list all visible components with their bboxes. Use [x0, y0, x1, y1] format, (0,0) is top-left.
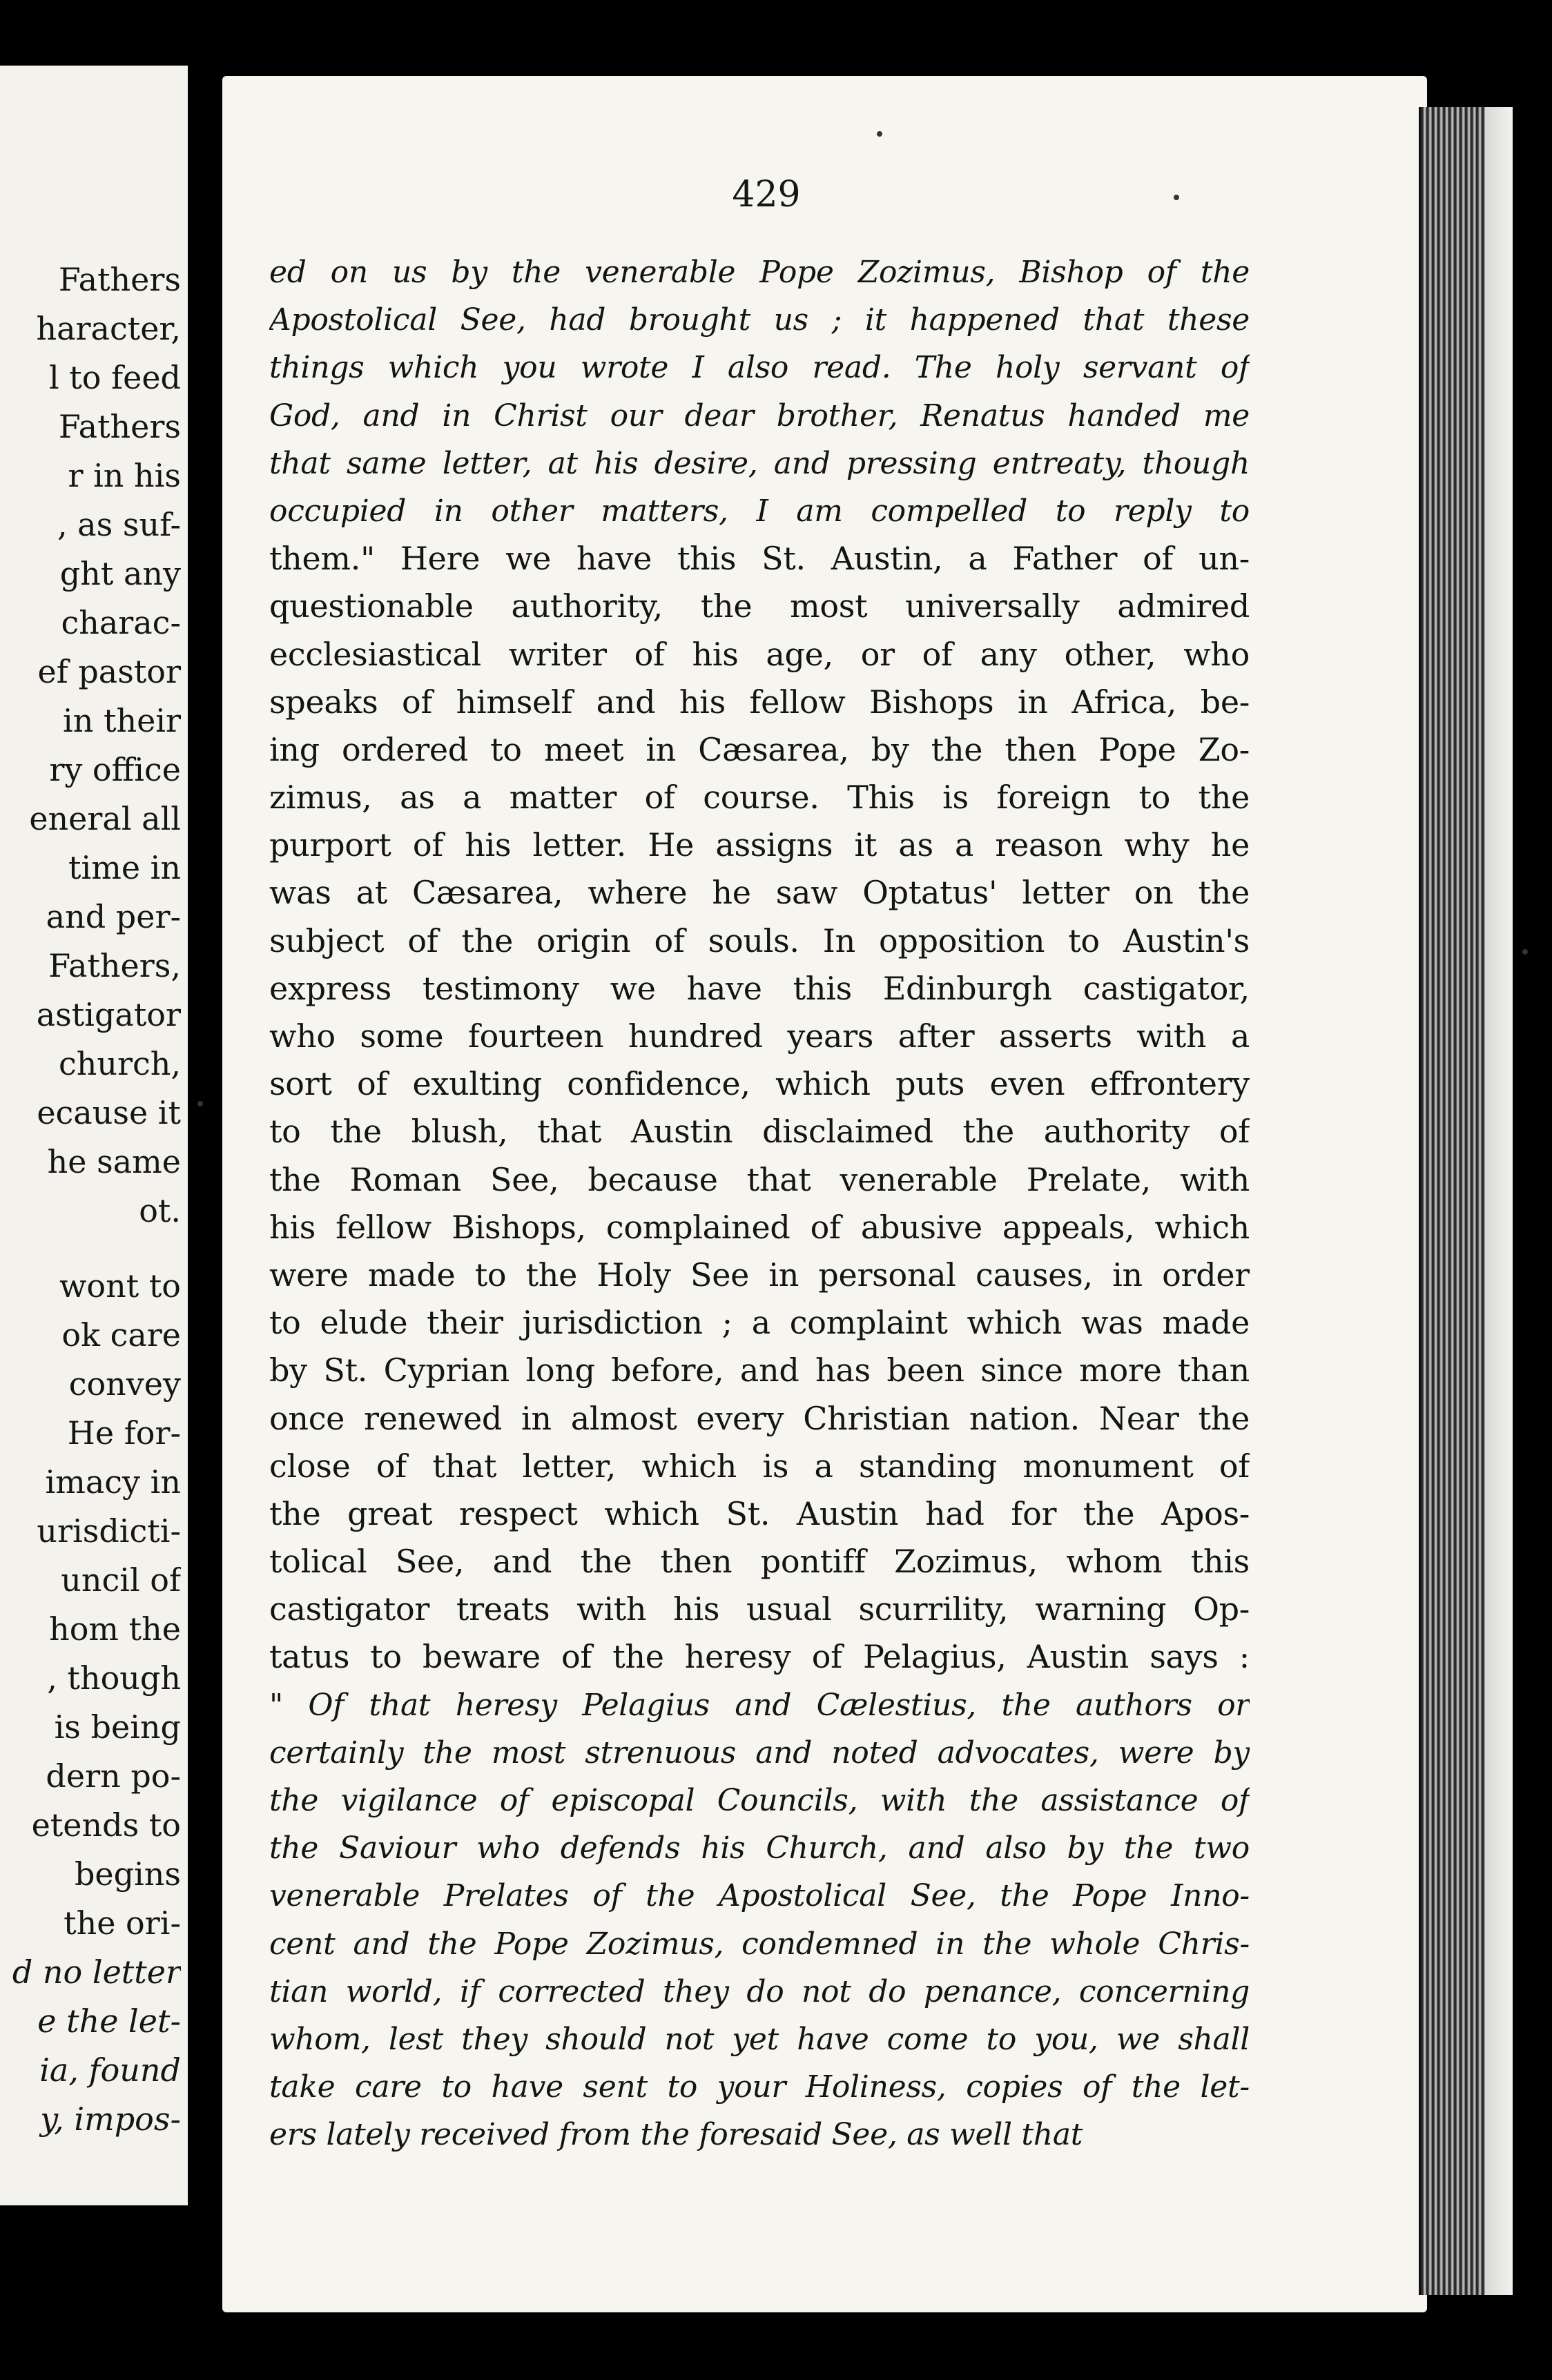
previous-page-line: is being	[54, 1708, 181, 1746]
text-line: cent and the Pope Zozimus, condemned in the whole Chris-	[269, 1926, 1250, 1962]
text-line: ing ordered to meet in Cæsarea, by the then Pope Zo-	[269, 730, 1250, 768]
previous-page-line: wont to	[59, 1267, 181, 1305]
previous-page-line: ot.	[139, 1192, 181, 1229]
text-line: ecclesiastical writer of his age, or of any other, who	[269, 635, 1250, 673]
text-line: were made to the Holy See in personal causes, in order	[269, 1256, 1250, 1294]
previous-page-line: r in his	[68, 457, 181, 494]
text-line: the Roman See, because that venerable Prelate, with	[269, 1160, 1250, 1198]
previous-page-line: , though	[47, 1659, 181, 1697]
text-line: to the blush, that Austin disclaimed the authority of	[269, 1113, 1250, 1151]
previous-page-line: ok care	[61, 1316, 181, 1354]
previous-page-line: begins	[74, 1855, 181, 1893]
text-line: whom, lest they should not yet have come to you, we shall	[269, 2021, 1250, 2057]
text-line: his fellow Bishops, complained of abusive appeals, which	[269, 1208, 1250, 1246]
text-line: ed on us by the venerable Pope Zozimus, Bishop of the	[269, 255, 1250, 290]
previous-page-line: Fathers,	[48, 947, 181, 984]
previous-page-line: y, impos-	[40, 2100, 181, 2138]
text-line: tian world, if corrected they do not do penance, concerning	[269, 1973, 1250, 2009]
text-line: God, and in Christ our dear brother, Renatus handed me	[269, 398, 1250, 433]
page-edges	[1419, 107, 1513, 2295]
text-line: them." Here we have this St. Austin, a Father of un-	[269, 540, 1250, 578]
ink-speck	[1522, 949, 1528, 955]
page-gutter	[188, 0, 222, 2380]
previous-page-line: He for-	[67, 1414, 181, 1452]
previous-page-line: imacy in	[45, 1463, 181, 1501]
text-line: the great respect which St. Austin had for the Apos-	[269, 1494, 1250, 1532]
previous-page-line: astigator	[36, 996, 181, 1033]
previous-page-line: etends to	[31, 1806, 181, 1844]
text-line: ers lately received from the foresaid See, as well that	[269, 2117, 1083, 2153]
previous-page-line: ia, found	[39, 2051, 181, 2089]
text-line: to elude their jurisdiction ; a complaint which was made	[269, 1304, 1250, 1342]
previous-page-line: ry office	[49, 751, 181, 788]
previous-page-line: hom the	[49, 1610, 181, 1648]
previous-page-fragment	[0, 66, 188, 2205]
text-line: by St. Cyprian long before, and has been since more than	[269, 1352, 1250, 1389]
previous-page-line: ecause it	[37, 1094, 181, 1131]
ink-speck	[197, 1101, 203, 1106]
previous-page-line: he same	[47, 1143, 181, 1180]
previous-page-line: church,	[58, 1045, 181, 1082]
previous-page-line: Fathers	[58, 261, 181, 298]
text-line: occupied in other matters, I am compelled to reply to	[269, 493, 1250, 529]
previous-page-text	[0, 255, 181, 2144]
previous-page-line: charac-	[61, 604, 181, 641]
text-line: " Of that heresy Pelagius and Cælestius, the authors or	[269, 1687, 1250, 1723]
text-line: certainly the most strenuous and noted advocates, were by	[269, 1735, 1250, 1771]
previous-page-line: e the let-	[37, 2002, 181, 2040]
text-line: purport of his letter. He assigns it as a reason why he	[269, 826, 1250, 864]
previous-page-line: Fathers	[58, 408, 181, 445]
text-line: zimus, as a matter of course. This is foreign to the	[269, 779, 1250, 817]
text-line: express testimony we have this Edinburgh castigator,	[269, 969, 1250, 1007]
previous-page-line: and per-	[46, 898, 181, 935]
text-line: speaks of himself and his fellow Bishops in Africa, be-	[269, 683, 1250, 721]
previous-page-line: ght any	[59, 555, 181, 592]
text-line: sort of exulting confidence, which puts even effrontery	[269, 1065, 1250, 1103]
previous-page-line: , as suf-	[57, 506, 181, 543]
previous-page-line: eneral all	[29, 800, 181, 837]
previous-page-line: uncil of	[61, 1561, 181, 1599]
ink-speck	[877, 131, 882, 137]
text-line: the vigilance of episcopal Councils, with the assistance of	[269, 1783, 1250, 1818]
text-line: who some fourteen hundred years after asserts with a	[269, 1017, 1250, 1055]
text-line: take care to have sent to your Holiness, copies of the let-	[269, 2069, 1250, 2105]
previous-page-line: convey	[68, 1365, 181, 1403]
previous-page-line: l to feed	[48, 359, 181, 396]
page-number: 429	[732, 174, 801, 215]
text-line: close of that letter, which is a standing monument of	[269, 1447, 1250, 1485]
text-line: that same letter, at his desire, and pressing entreaty, though	[269, 445, 1250, 481]
previous-page-line: urisdicti-	[37, 1512, 181, 1550]
previous-page-line: d no letter	[12, 1953, 181, 1991]
text-line: things which you wrote I also read. The holy servant of	[269, 350, 1250, 386]
main-text-block	[269, 248, 1250, 2159]
text-line: Apostolical See, had brought us ; it happened that these	[269, 302, 1250, 338]
text-line: once renewed in almost every Christian nation. Near the	[269, 1399, 1250, 1437]
previous-page-line: dern po-	[46, 1757, 181, 1795]
text-line: tolical See, and the then pontiff Zozimus, whom this	[269, 1543, 1250, 1581]
previous-page-line: haracter,	[36, 310, 181, 347]
text-line: castigator treats with his usual scurrility, warning Op-	[269, 1590, 1250, 1628]
text-line: the Saviour who defends his Church, and also by the two	[269, 1831, 1250, 1866]
previous-page-line: the ori-	[64, 1904, 181, 1942]
ink-speck	[1174, 195, 1179, 200]
text-line: subject of the origin of souls. In opposition to Austin's	[269, 921, 1250, 959]
previous-page-line: in their	[63, 702, 181, 739]
previous-page-line: ef pastor	[37, 653, 181, 690]
text-line: questionable authority, the most universally admired	[269, 587, 1250, 625]
text-line: was at Cæsarea, where he saw Optatus' letter on the	[269, 874, 1250, 912]
text-line: tatus to beware of the heresy of Pelagius, Austin says :	[269, 1638, 1250, 1676]
text-line: venerable Prelates of the Apostolical See, the Pope Inno-	[269, 1878, 1250, 1914]
previous-page-line: time in	[68, 849, 181, 886]
